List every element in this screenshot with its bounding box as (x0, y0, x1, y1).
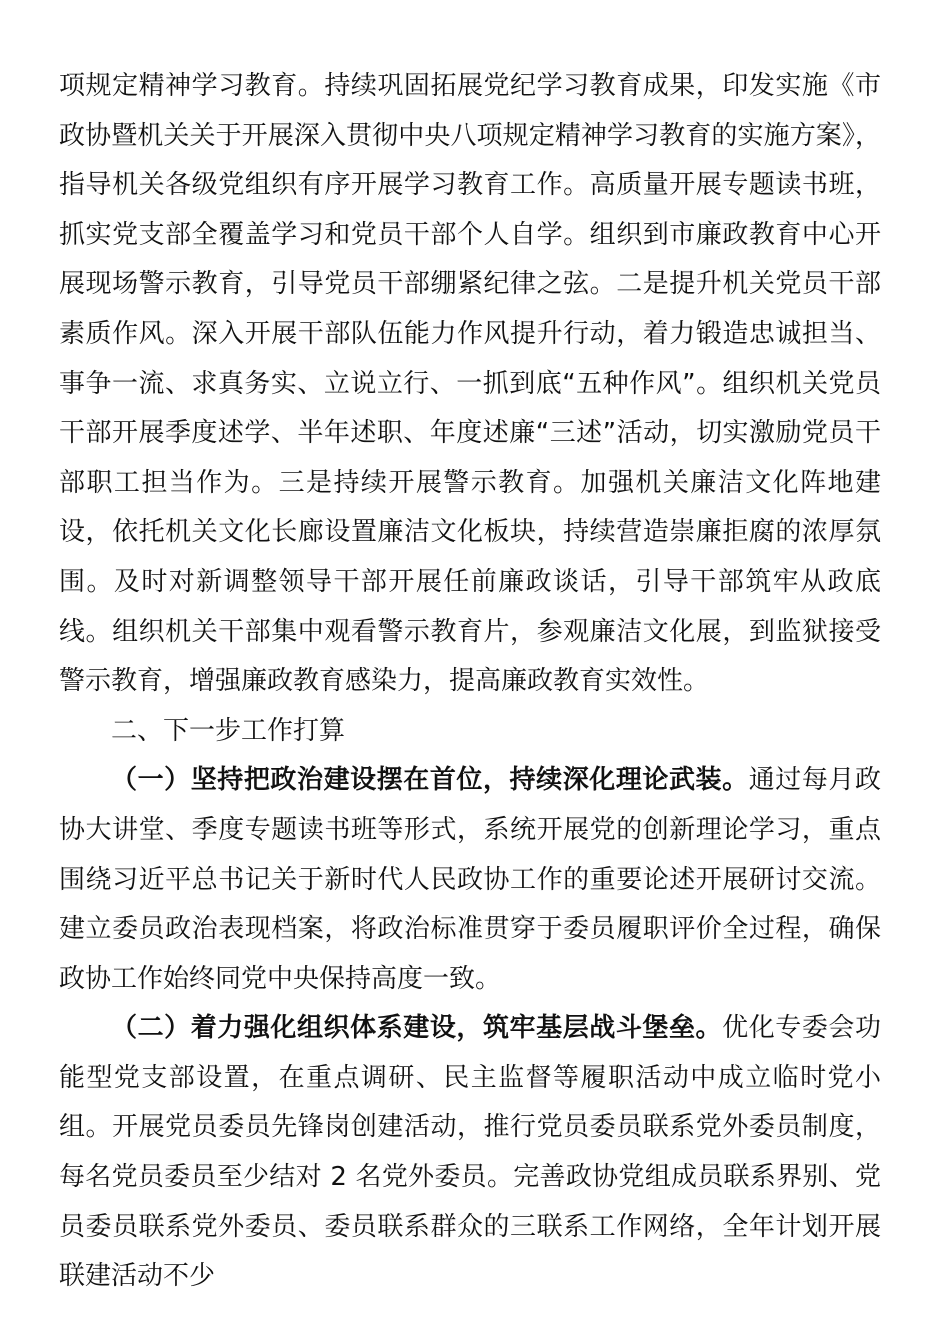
paragraph-3-heading: （二）着力强化组织体系建设，筑牢基层战斗堡垒。 (111, 1013, 723, 1044)
document-page (59, 62, 881, 1302)
paragraph-2-text: 通过每月政协大讲堂、季度专题读书班等形式，系统开展党的创新理论学习，重点围绕习近平总书记关于新时代人民政协工作的重要论述开展研讨交流。建立委员政治表现档案，将政治标准贯穿于委员履职评价全过程，确保政协工作始终同党中央保持高度一致。 (59, 765, 881, 994)
body-paragraph-1: 项规定精神学习教育。持续巩固拓展党纪学习教育成果，印发实施《市政协暨机关关于开展深入贯彻中央八项规定精神学习教育的实施方案》，指导机关各级党组织有序开展学习教育工作。高质量开展专题读书班，抓实党支部全覆盖学习和党员干部个人自学。组织到市廉政教育中心开展现场警示教育，引导党员干部绷紧纪律之弦。二是提升机关党员干部素质作风。深入开展干部队伍能力作风提升行动，着力锻造忠诚担当、事争一流、求真务实、立说立行、一抓到底“五种作风”。组织机关党员干部开展季度述学、半年述职、年度述廉“三述”活动，切实激励党员干部职工担当作为。三是持续开展警示教育。加强机关廉洁文化阵地建设，依托机关文化长廊设置廉洁文化板块，持续营造崇廉拒腐的浓厚氛围。及时对新调整领导干部开展任前廉政谈话，引导干部筑牢从政底线。组织机关干部集中观看警示教育片，参观廉洁文化展，到监狱接受警示教育，增强廉政教育感染力，提高廉政教育实效性。 (59, 71, 881, 697)
section-heading-next-steps: 二、下一步工作打算 (111, 715, 346, 746)
paragraph-2-heading: （一）坚持把政治建设摆在首位，持续深化理论武装。 (111, 765, 749, 796)
body-paragraph-3 (59, 1004, 881, 1302)
paragraph-3-text: 优化专委会功能型党支部设置，在重点调研、民主监督等履职活动中成立临时党小组。开展党员委员先锋岗创建活动，推行党员委员联系党外委员制度，每名党员委员至少结对 2 名党外委员。完善政协党组成员联系界别、党员委员联系党外委员、委员联系群众的三联系工作网络，全年计划开展联建活动不少 (59, 1013, 881, 1292)
body-paragraph-2 (59, 756, 881, 1004)
